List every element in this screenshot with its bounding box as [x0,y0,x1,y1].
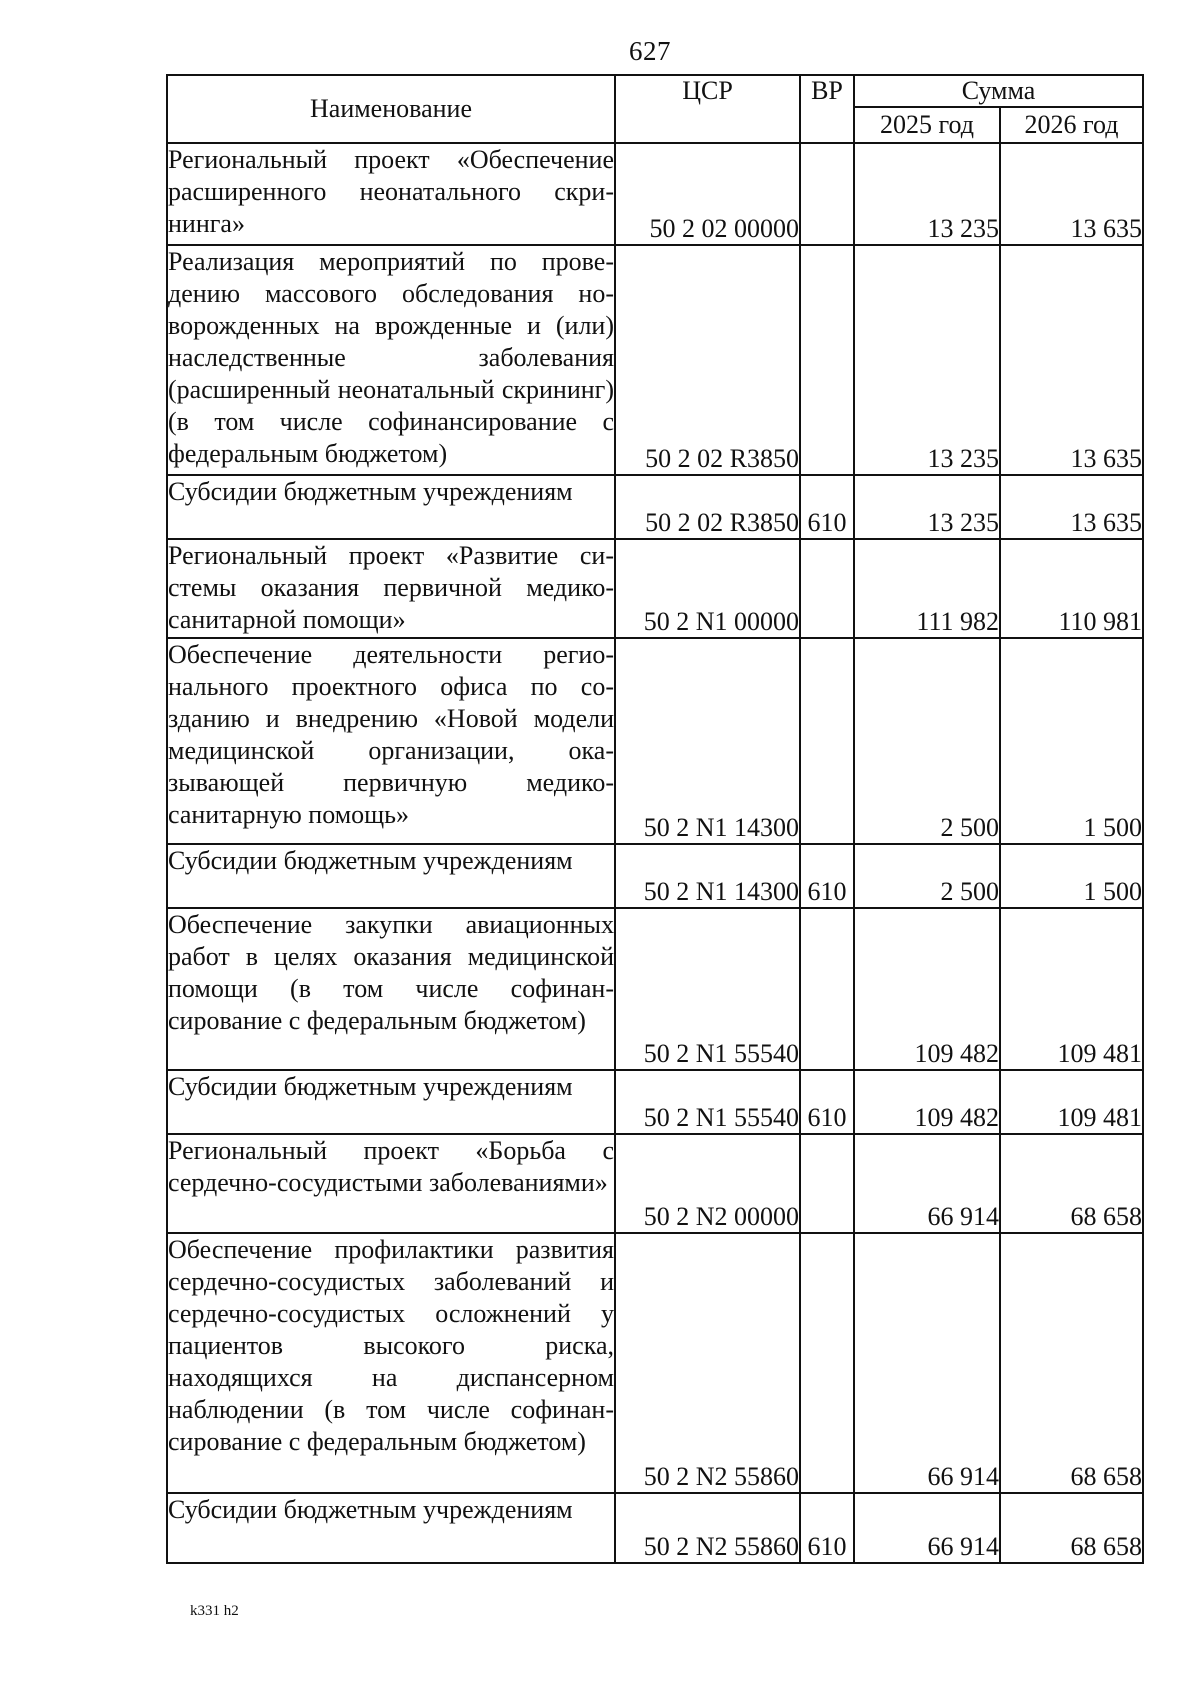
row-name: Региональный проект «Развитие системы оказания первичной медико-санитарной помощи» [167,539,615,638]
row-csr: 50 2 N2 55860 [615,1493,800,1563]
row-amount-2026: 13 635 [1000,143,1143,245]
budget-table [166,74,1144,1564]
row-amount-2025: 2 500 [854,638,1000,844]
row-amount-2025: 66 914 [854,1493,1000,1563]
table-row [167,245,1143,475]
row-amount-2025: 13 235 [854,245,1000,475]
row-name: Обеспечение закупки авиационных работ в целях оказания медицинской помощи (в том числе софинансирование с федеральным бюджетом) [167,908,615,1070]
row-vr [800,638,854,844]
row-vr: 610 [800,1493,854,1563]
row-vr [800,539,854,638]
row-vr: 610 [800,475,854,539]
table-row [167,143,1143,245]
row-name: Субсидии бюджетным учреждениям [167,1070,615,1134]
row-amount-2026: 1 500 [1000,638,1143,844]
row-vr [800,245,854,475]
table-row [167,1493,1143,1563]
row-amount-2026: 1 500 [1000,844,1143,908]
header-name: Наименование [167,75,615,143]
row-amount-2026: 109 481 [1000,908,1143,1070]
table-row [167,844,1143,908]
row-csr: 50 2 N2 55860 [615,1233,800,1493]
row-csr: 50 2 N1 00000 [615,539,800,638]
row-amount-2025: 13 235 [854,475,1000,539]
row-amount-2026: 110 981 [1000,539,1143,638]
row-amount-2025: 111 982 [854,539,1000,638]
row-name: Субсидии бюджетным учреждениям [167,475,615,539]
header-year-2025: 2025 год [854,107,1000,143]
table-row [167,475,1143,539]
row-vr [800,1233,854,1493]
footer-code: k331 h2 [190,1603,239,1619]
table-body [167,143,1143,1563]
row-amount-2026: 68 658 [1000,1134,1143,1233]
row-name: Субсидии бюджетным учреждениям [167,844,615,908]
header-sum: Сумма [854,75,1143,107]
row-amount-2025: 109 482 [854,1070,1000,1134]
header-csr: ЦСР [615,75,800,143]
budget-table-container [166,74,1142,1564]
row-amount-2026: 68 658 [1000,1233,1143,1493]
row-amount-2026: 13 635 [1000,245,1143,475]
header-vr: ВР [800,75,854,143]
table-row [167,638,1143,844]
row-vr [800,1134,854,1233]
table-row [167,1070,1143,1134]
table-header [167,75,1143,143]
row-amount-2026: 109 481 [1000,1070,1143,1134]
row-vr [800,908,854,1070]
row-name: Региональный проект «Обеспечение расширенного неонатального скрининга» [167,143,615,245]
header-year-2026: 2026 год [1000,107,1143,143]
row-csr: 50 2 02 R3850 [615,245,800,475]
row-csr: 50 2 N1 14300 [615,638,800,844]
row-csr: 50 2 02 00000 [615,143,800,245]
row-csr: 50 2 N1 55540 [615,908,800,1070]
row-name: Региональный проект «Борьба с сердечно-сосудистыми заболеваниями» [167,1134,615,1233]
table-row [167,1233,1143,1493]
table-row [167,539,1143,638]
row-amount-2025: 66 914 [854,1233,1000,1493]
row-csr: 50 2 02 R3850 [615,475,800,539]
row-vr: 610 [800,844,854,908]
page-number: 627 [629,36,671,66]
row-csr: 50 2 N2 00000 [615,1134,800,1233]
table-row [167,908,1143,1070]
row-vr [800,143,854,245]
row-amount-2025: 13 235 [854,143,1000,245]
row-name: Обеспечение деятельности регионального проектного офиса по созданию и внедрению «Новой модели медицинской организации, оказывающей первичную медико-санитарную помощь» [167,638,615,844]
row-amount-2025: 109 482 [854,908,1000,1070]
row-amount-2025: 2 500 [854,844,1000,908]
row-vr: 610 [800,1070,854,1134]
row-name: Обеспечение профилактики развития сердечно-сосудистых заболеваний и сердечно-сосудистых осложнений у пациентов высокого риска, находящихся на диспансерном наблюдении (в том числе софинансирование с федеральным бюджетом) [167,1233,615,1493]
row-name: Реализация мероприятий по проведению массового обследования новорожденных на врожденные и (или) наследственные заболевания (расширенный неонатальный скрининг) (в том числе софинансирование с федеральным бюджетом) [167,245,615,475]
row-name: Субсидии бюджетным учреждениям [167,1493,615,1563]
row-amount-2026: 68 658 [1000,1493,1143,1563]
row-amount-2026: 13 635 [1000,475,1143,539]
table-row [167,1134,1143,1233]
row-amount-2025: 66 914 [854,1134,1000,1233]
row-csr: 50 2 N1 14300 [615,844,800,908]
row-csr: 50 2 N1 55540 [615,1070,800,1134]
